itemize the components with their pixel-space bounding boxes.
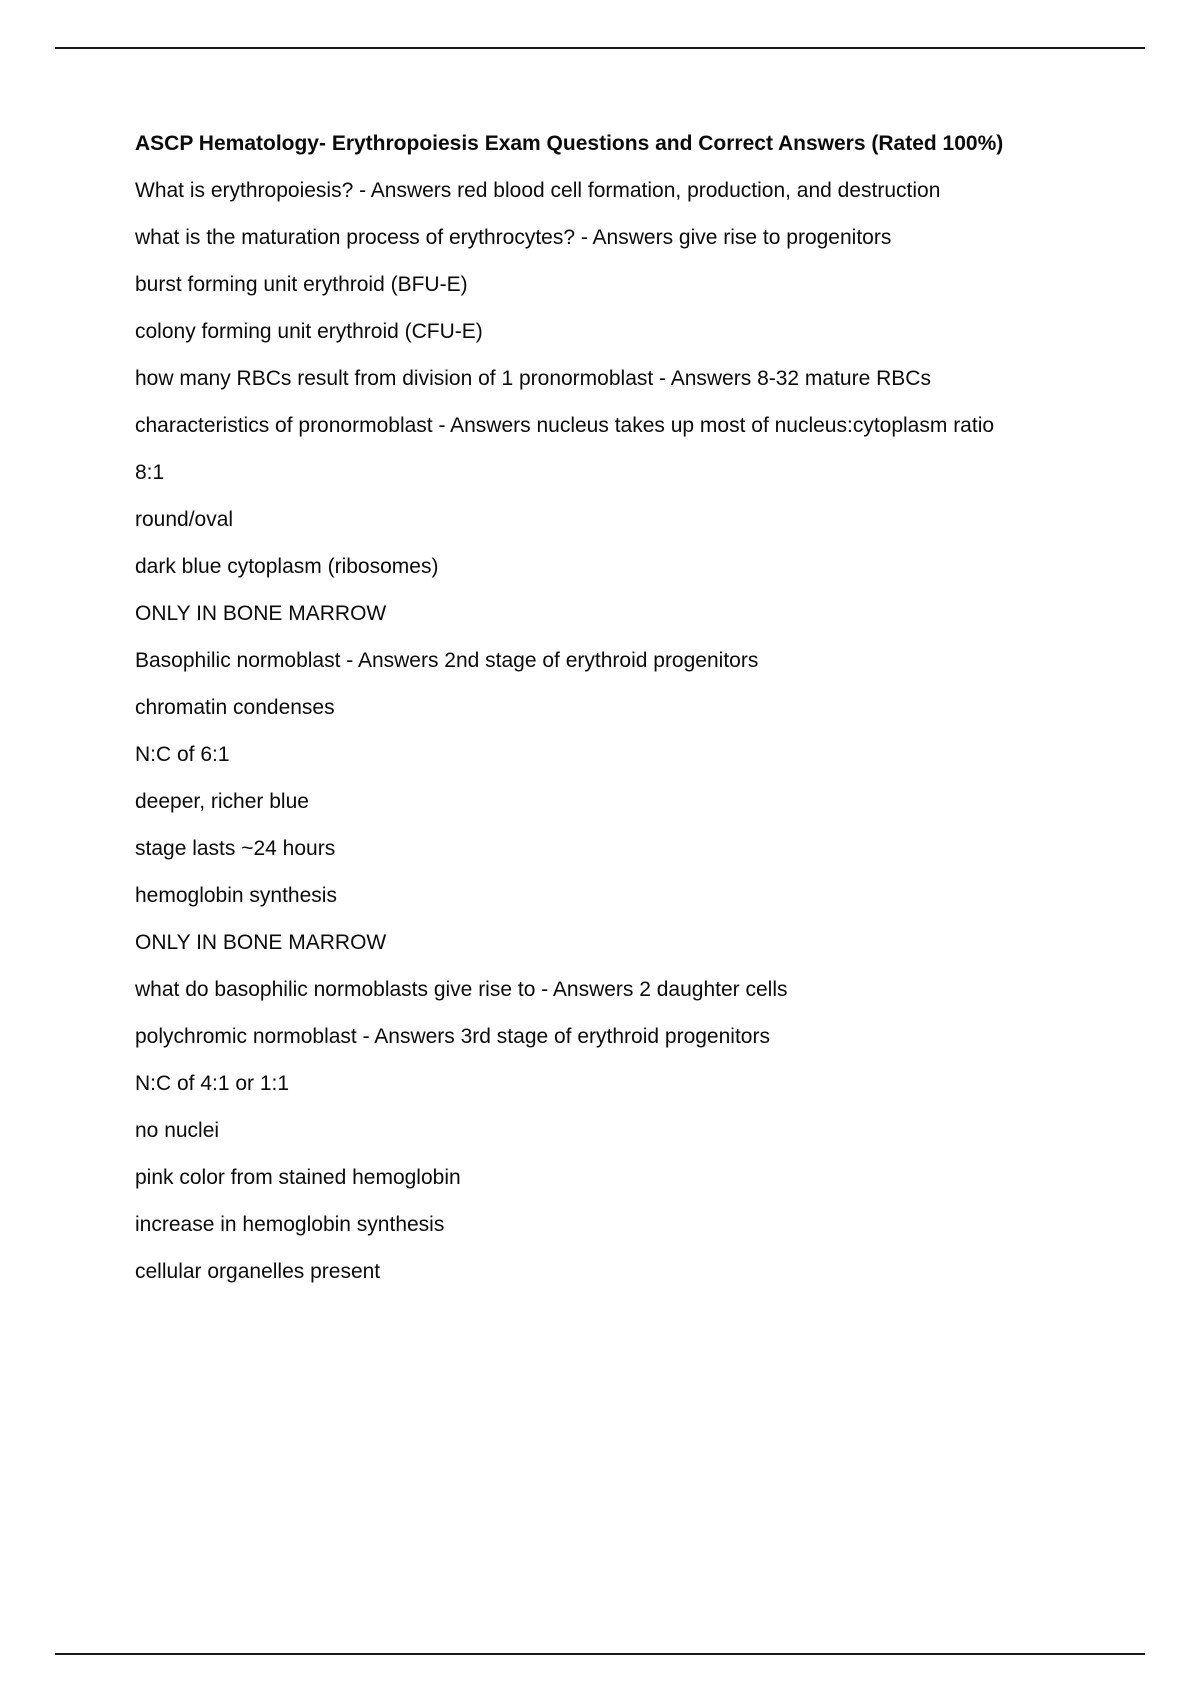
paragraph: deeper, richer blue: [135, 790, 309, 813]
paragraph: what do basophilic normoblasts give rise to - Answers 2 daughter cells: [135, 978, 788, 1001]
paragraph: N:C of 6:1: [135, 743, 230, 766]
paragraph: cellular organelles present: [135, 1260, 381, 1283]
document-title: ASCP Hematology- Erythropoiesis Exam Questions and Correct Answers (Rated 100%): [135, 132, 1004, 155]
paragraph: What is erythropoiesis? - Answers red blood cell formation, production, and destruction: [135, 179, 941, 202]
paragraph: pink color from stained hemoglobin: [135, 1166, 461, 1189]
footer-rule: [55, 1653, 1145, 1655]
header-rule: [55, 47, 1145, 49]
paragraph: N:C of 4:1 or 1:1: [135, 1072, 290, 1095]
document-content: [135, 131, 1075, 1306]
paragraph: characteristics of pronormoblast - Answers nucleus takes up most of nucleus:cytoplasm ratio: [135, 414, 995, 437]
paragraph: what is the maturation process of erythrocytes? - Answers give rise to progenitors: [135, 226, 892, 249]
paragraph: polychromic normoblast - Answers 3rd stage of erythroid progenitors: [135, 1025, 770, 1048]
paragraph: chromatin condenses: [135, 696, 335, 719]
paragraph: how many RBCs result from division of 1 pronormoblast - Answers 8-32 mature RBCs: [135, 367, 931, 390]
paragraph: stage lasts ~24 hours: [135, 837, 336, 860]
paragraph: increase in hemoglobin synthesis: [135, 1213, 445, 1236]
paragraph: hemoglobin synthesis: [135, 884, 337, 907]
paragraph: Basophilic normoblast - Answers 2nd stage of erythroid progenitors: [135, 649, 759, 672]
paragraph: colony forming unit erythroid (CFU-E): [135, 320, 483, 343]
paragraph: 8:1: [135, 461, 165, 484]
paragraph: burst forming unit erythroid (BFU-E): [135, 273, 468, 296]
paragraph: ONLY IN BONE MARROW: [135, 931, 387, 954]
paragraph: no nuclei: [135, 1119, 220, 1142]
paragraph-list: [135, 178, 1075, 1285]
paragraph: ONLY IN BONE MARROW: [135, 602, 387, 625]
paragraph: round/oval: [135, 508, 234, 531]
paragraph: dark blue cytoplasm (ribosomes): [135, 555, 439, 578]
